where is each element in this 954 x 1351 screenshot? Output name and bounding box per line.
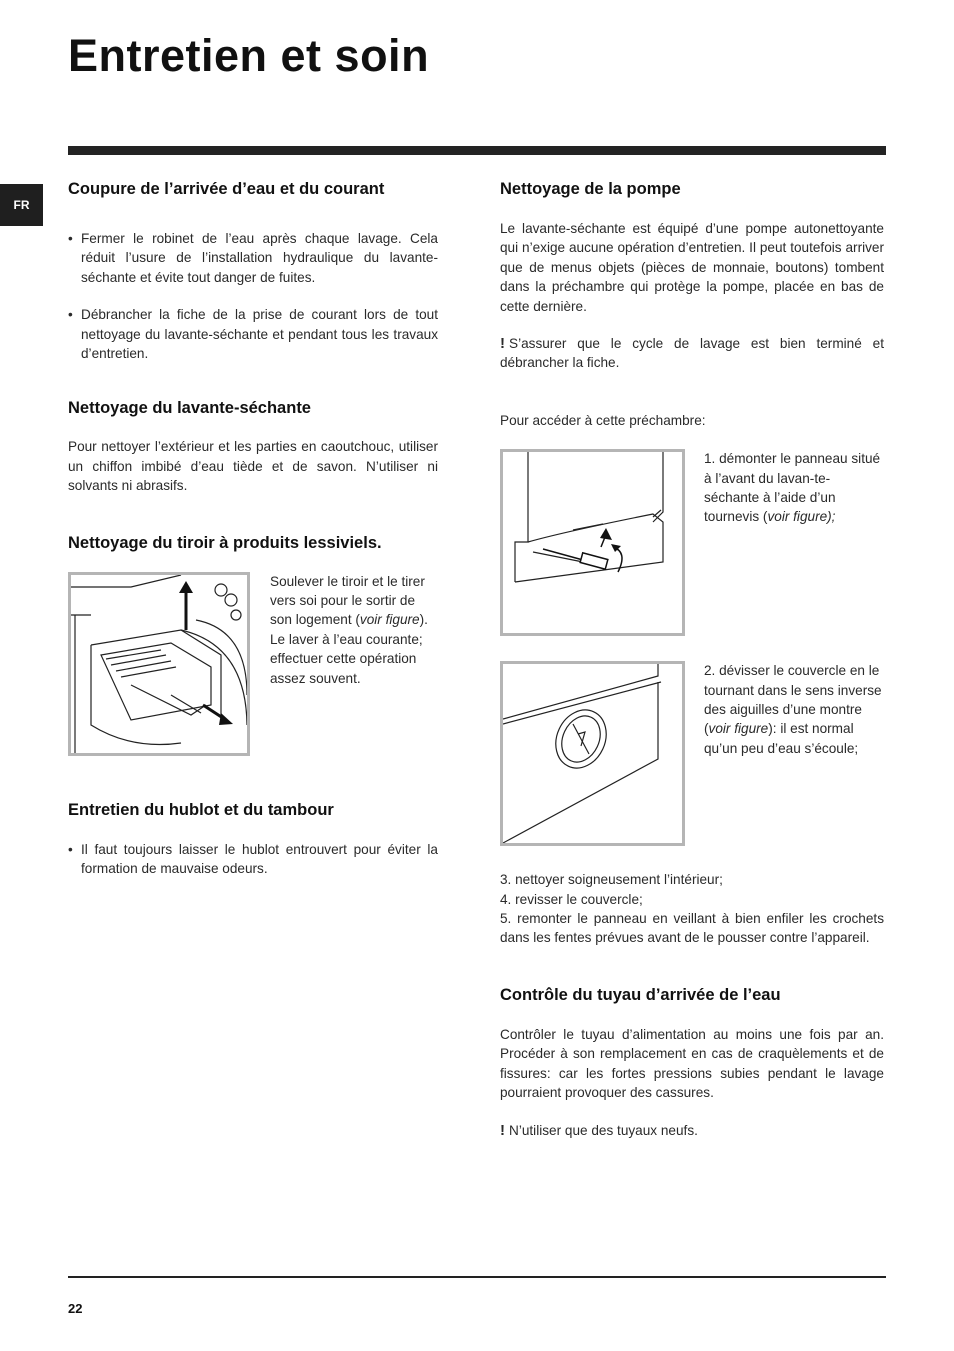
shutoff-bullet-list: [68, 229, 438, 363]
step1-text: [704, 449, 884, 527]
bullet-item: • Débrancher la fiche de la prise de courant lors de tout nettoyage du lavante-séchante et pendant tous les travaux d’entretien.: [68, 305, 438, 363]
top-rule: [68, 146, 886, 155]
drawer-illustration: [71, 575, 247, 753]
drawer-text-c: Le laver à l’eau courante; effectuer cette opération assez souvent.: [270, 631, 423, 686]
drawer-see-figure: voir figure: [359, 612, 420, 628]
section-title-machine-cleaning: Nettoyage du lavante-séchante: [68, 399, 311, 418]
step2-text: [704, 661, 884, 758]
drawer-instructions: [270, 572, 438, 688]
pump-warning: [500, 334, 884, 373]
step1-block: [500, 449, 884, 636]
section-title-water-hose: Contrôle du tuyau d’arrivée de l’eau: [500, 985, 781, 1004]
page-title: Entretien et soin: [68, 30, 430, 81]
step2-text-c: il est normal qu’un peu d’eau s’écoule;: [704, 721, 859, 756]
machine-cleaning-text: Pour nettoyer l’extérieur et les parties en caoutchouc, utiliser un chiffon imbibé d’eau tiède et de savon. N’utiliser ni solvants ni abrasifs.: [68, 439, 438, 494]
pump-warning-text: S’assurer que le cycle de lavage est bien terminé et débrancher la fiche.: [500, 336, 884, 371]
section-title-pump-cleaning: Nettoyage de la pompe: [500, 180, 681, 198]
language-tab: FR: [0, 184, 43, 226]
warning-icon: !: [500, 1121, 505, 1139]
drawer-text-a: Soulever le tiroir et le tirer vers soi pour le sortir de son logement (: [270, 573, 425, 628]
section-title-porthole-drum: Entretien du hublot et du tambour: [68, 800, 334, 819]
step4-text: 4. revisser le couvercle;: [500, 891, 643, 907]
panel-removal-figure: [500, 449, 685, 636]
bottom-rule: [68, 1276, 886, 1278]
section-title-water-power-shutoff: Coupure de l’arrivée d’eau et du courant: [68, 180, 385, 198]
step3-text: 3. nettoyer soigneusement l’intérieur;: [500, 872, 723, 888]
screwdriver-illustration: [503, 452, 682, 633]
section-title-detergent-drawer: Nettoyage du tiroir à produits lessiviels.: [68, 533, 382, 552]
page-number: 22: [68, 1301, 83, 1316]
detergent-drawer-figure: [68, 572, 250, 756]
hose-warning-text: N’utiliser que des tuyaux neufs.: [509, 1122, 698, 1138]
bullet-item: • Fermer le robinet de l’eau après chaque lavage. Cela réduit l’usure de l’installation hydraulique du lavante-séchante et évite tout danger de fuites.: [68, 229, 438, 287]
water-hose-text: Contrôler le tuyau d’alimentation au moins une fois par an. Procéder à son remplacement en cas de craquèlements et de fissures: car les fortes pressions subies pendant le lavage pourraient provoquer des cassures.: [500, 1026, 884, 1101]
drawer-text-b: ).: [419, 612, 428, 628]
warning-icon: !: [500, 335, 505, 353]
step2-block: [500, 661, 884, 846]
step2-see-figure: voir figure: [708, 721, 769, 737]
step2-text-a: 2. dévisser le couvercle en le tournant dans le sens inverse des aiguilles d’une montre (: [704, 663, 882, 737]
detergent-drawer-block: [68, 572, 438, 756]
step1-text-a: 1. démonter le panneau situé à l’avant du lavan-te-séchante à l’aide d’un tournevis (: [704, 451, 881, 525]
pump-intro-text: Le lavante-séchante est équipé d’une pompe autonettoyante qui n’exige aucune opération d’entretien. Il peut toutefois arriver que de menus objets (pièces de monnaie, boutons) tombent dans la préchambre qui protège la pompe, placée en bas de cette dernière.: [500, 221, 884, 314]
pump-cover-illustration: [503, 664, 682, 843]
step1-see-figure: voir figure);: [767, 509, 836, 525]
right-column: [500, 179, 884, 1140]
cover-unscrew-figure: [500, 661, 685, 846]
hose-warning: [500, 1121, 884, 1140]
left-column: [68, 179, 438, 878]
step5-text: 5. remonter le panneau en veillant à bien enfiler les crochets dans les fentes prévues avant de le pousser contre l’appareil.: [500, 911, 884, 946]
access-text: Pour accéder à cette préchambre:: [500, 412, 706, 428]
porthole-bullet-list: [68, 840, 438, 879]
step2-text-b: ):: [768, 721, 777, 737]
bullet-item: • Il faut toujours laisser le hublot entrouvert pour éviter la formation de mauvaise odeurs.: [68, 840, 438, 879]
